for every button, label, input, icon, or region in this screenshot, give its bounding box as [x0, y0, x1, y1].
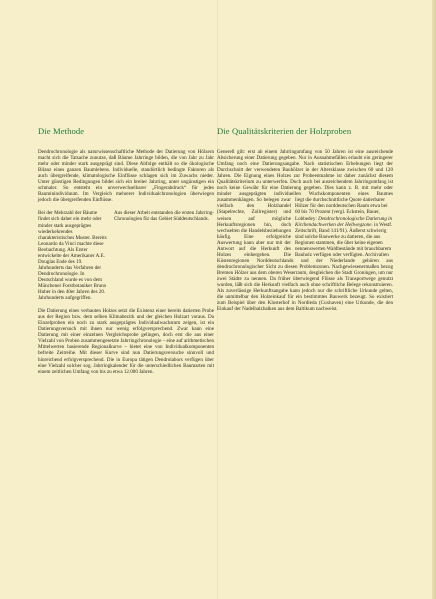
- method-paragraph-3: Die Datierung eines verbauten Holzes setzt die Existenz einer bereits datierten Probe aus der Region bzw. dem selben Klimabezirk und der gleichen Holzart voraus. Da Einzelproben ein noch zu stark ausgeprägtes Individualwachstum zeigen, ist ein Datierungsversuch mit ihnen nur wenig erfolgversprechend. Zwar kann eine Datierung mit einer einzelnen Vergleichsprobe gelingen, doch erst die aus einer Vielzahl von Proben zusammengesetzte Jahrringchronologie – eine auf arithmetischen Mittelwerten basierende Regionalkurve – bietet eine von Individualkomponenten befreite Zeitreihe. Mit dieser Kurve sind nun Datierungsversuche sinnvoll und hinreichend erfolgversprechend. Die in Europa tätigen Dendrolabors verfügen über eine Vielzahl solcher sog. Jahrringkalender für die unterschiedlichen Baumarten mit einem zeitlichen Umfang von bis zu etwa 12.000 Jahren.: [38, 308, 214, 375]
- method-float-tail: Aus dieser Arbeit entstanden die ersten Jahrring-Chronologien für das Gebiet Süddeutschlands.: [114, 210, 214, 223]
- heading-quality-criteria: Die Qualitätskriterien der Holzproben: [217, 126, 352, 136]
- quality-text-tail: belegen zwar vielfach den Holzhandel (Stapelrechte, Zollregister) und weisen auf mögliche Herkunftsregionen hin, doch wechselten die Handelsbeziehungen häufig. Eine erfolgreiche Auswertung kann aber nur mit der Antwort auf die Herkunft des Holzes einhergehen. Die Küstenregionen Norddeutschlands und der Niederlande gehören aus dendrochronologischer Sicht zu diesen Problemzonen. Nachgewiesenermaßen bezog Bremen Hölzer aus dem oberen Weserraum, desgleichen die Stadt Groningen, um nur zwei Städte zu nennen. Da früher überwiegend Flüsse als Transportwege genutzt wurden, läßt sich die Herkunft vielfach auch ohne schriftliche Belege rekonstruieren. Als zuverlässige Herkunftsangabe kann jedoch nur die schriftliche Urkunde gelten, die unmittelbar den Holzeinkauf für ein bestimmtes Bauwerk bezeugt. So existiert zum Beispiel über den Klosterhof in Nordleda (Cuxhaven) eine Urkunde, die den Einkauf der Nadelbalzbalken aus dem Baltikum nachweist.: [217, 197, 393, 313]
- heading-method: Die Methode: [38, 126, 85, 136]
- quality-text-start: Generell gilt: erst ab einem Jahrringumfang von 50 Jahren ist eine ausreichende Absicherung einer Datierung gegeben. Nur in Ausnahmefällen erlaubt ein geringerer Umfang noch eine Datierungsangabe. Nach statistischen Erhebungen liegt der Durchschnitt der verwendeten Bauhölzer in der Altersklasse zwischen 60 und 120 Jahren. Die Eignung eines Holzes zur Probeentnahme ist daher zunächst diesem Qualitätskriterium zu unterwerfen. Doch auch bei ausreichendem Jahrringumfang ist noch keine Gewähr für eine Datierung gegeben. Dies kann z. B. mit mehr oder minder ausgeprägten individuellen Wuchskomponenten eines Baumes zusammenhängen. So: [217, 149, 393, 204]
- quality-float-text-2: . in Westf. Zeitschrift, Band 141/91). Äußerst schwierig sind solche Bauwerke zu datieren, die aus Regionen stammen, die über keine eigenen nennenswerten Waldbestände mit brauchbarem Bauholz verfügen oder verfügten. Archivalien: [295, 221, 393, 258]
- method-paragraph-2: [38, 210, 214, 302]
- quality-float-text: liegt die durchschnittliche Quote datierbarer Hölzer für den norddeutschen Raum etwa bei 60 bis 70 Prozent (vergl. Eckstein, Bauer, Lobbedey:: [295, 197, 388, 222]
- quality-paragraph-1: [217, 149, 393, 312]
- method-float-text: Bei der Mehrzahl der Bäume findet sich daher ein mehr oder minder stark ausgeprägtes wiederkehrendes charakteristisches Muster. Bereits Leonardo da Vinci machte diese Beobachtung. Als Erster entwickelte der Amerikaner A.E. Douglas Ende des 19. Jahrhunderts das Verfahren der Dendrochronologie. In Deutschland wurde es von dem Münchener Forstbotaniker Bruno Huber in den 40er Jahren des 20. Jahrhunderts aufgegriffen.: [38, 210, 107, 302]
- method-paragraph-1: Dendrochronologie als naturwissenschaftliche Methode der Datierung von Hölzern macht sich die Tatsache zunutze, daß Bäume Jahrringe bilden, die von Jahr zu Jahr mehr oder minder stark ausgeprägt sind. Diese Abfolge enthält so die ökologische Bilanz eines ganzen Baumlebens. Individuelle, standörtlich bedingte Faktoren als auch übergreifende, klimatologische Einflüsse schlagen sich im Zuwachs nieder. Unter günstigen Bedingungen bildet sich ein breiter Jahrring, unter ungünstigen ein schmaler. So entsteht ein unverwechselbarer „Fingerabdruck“ für jedes Bauminindividuum. Im Vergleich mehrerer Individualchronologien überwiegen jedoch die übergreifenden Einflüsse.: [38, 149, 214, 204]
- quality-float-block: [295, 197, 393, 257]
- page-edge: [432, 0, 436, 599]
- quality-float-citation: Dendrochronologische Datierung in Kirchendachwerken der Hellwegzone: [295, 215, 393, 228]
- left-column: [38, 149, 214, 382]
- right-column: [217, 149, 393, 312]
